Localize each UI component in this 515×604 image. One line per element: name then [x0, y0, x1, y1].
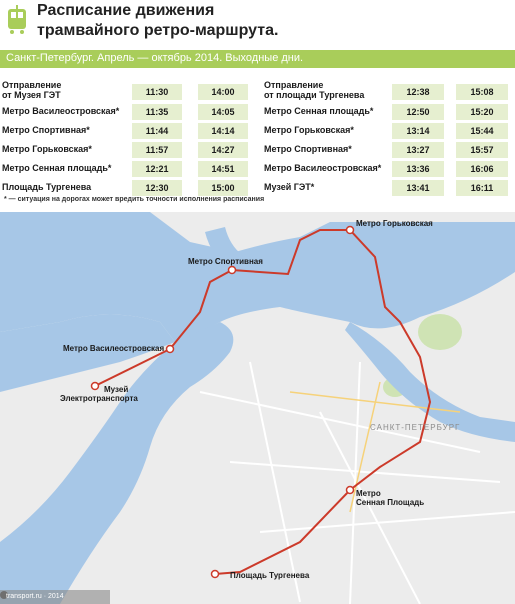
time-cell: 13:36	[392, 161, 444, 177]
label-museum-1: Музей	[104, 385, 129, 394]
table-row	[2, 161, 254, 178]
time-cell: 12:21	[132, 161, 182, 177]
time-cell: 12:38	[392, 84, 444, 100]
title-line-2: трамвайного ретро-маршрута.	[37, 22, 279, 39]
footer-credit: transport.ru · 2014	[6, 593, 64, 600]
time-cell: 11:44	[132, 123, 182, 139]
time-cell: 15:57	[456, 142, 508, 158]
table-row	[264, 104, 514, 121]
table-row	[2, 142, 254, 159]
time-cell: 14:51	[198, 161, 248, 177]
table-row	[2, 180, 254, 197]
table-row	[2, 104, 254, 121]
label-gorkovskaya: Метро Горьковская	[356, 219, 433, 228]
route-map	[0, 212, 515, 604]
stop-name: Метро Горьковская*	[264, 125, 354, 135]
stop-marker-turgeneva	[212, 571, 219, 578]
table-row	[264, 142, 514, 159]
stop-marker-sennaya	[347, 487, 354, 494]
label-sportivnaya: Метро Спортивная	[188, 257, 263, 266]
stop-name: Метро Спортивная*	[264, 144, 352, 154]
stop-marker-sportivnaya	[229, 267, 236, 274]
time-cell: 12:30	[132, 180, 182, 196]
time-cell: 11:35	[132, 104, 182, 120]
stop-name: Метро Сенная площадь*	[2, 163, 112, 173]
time-cell: 16:11	[456, 180, 508, 196]
time-cell: 15:20	[456, 104, 508, 120]
table-row	[2, 123, 254, 140]
page-title	[37, 1, 278, 41]
stop-name: Площадь Тургенева	[2, 182, 92, 192]
schedule-table-left	[2, 80, 254, 199]
time-cell: 11:30	[132, 84, 182, 100]
table-header	[264, 80, 514, 102]
label-turgeneva: Площадь Тургенева	[230, 571, 310, 580]
stop-name: Музей ГЭТ*	[264, 182, 315, 192]
departure-header: Отправление от площади Тургенева	[264, 80, 365, 100]
stop-marker-gorkovskaya	[347, 227, 354, 234]
stop-name: Метро Горьковская*	[2, 144, 92, 154]
stop-name: Метро Сенная площадь*	[264, 106, 374, 116]
stop-name: Метро Спортивная*	[2, 125, 90, 135]
time-cell: 15:00	[198, 180, 248, 196]
label-sennaya-1: Метро	[356, 489, 381, 498]
time-cell: 14:00	[198, 84, 248, 100]
time-cell: 13:14	[392, 123, 444, 139]
time-cell: 15:44	[456, 123, 508, 139]
departure-header: Отправление от Музея ГЭТ	[2, 80, 62, 100]
stop-name: Метро Василеостровская*	[2, 106, 120, 116]
time-cell: 13:41	[392, 180, 444, 196]
time-cell: 11:57	[132, 142, 182, 158]
stop-name: Метро Василеостровская*	[264, 163, 382, 173]
label-vasileostrovskaya: Метро Василеостровская	[63, 344, 165, 353]
label-museum-2: Электротранспорта	[60, 394, 138, 403]
time-cell: 14:05	[198, 104, 248, 120]
time-cell: 14:14	[198, 123, 248, 139]
stop-marker-vasileostrovskaya	[167, 346, 174, 353]
schedule-table-right	[264, 80, 514, 199]
time-cell: 13:27	[392, 142, 444, 158]
subtitle: Санкт-Петербург. Апрель — октябрь 2014. Выходные дни.	[6, 52, 304, 64]
table-header	[2, 80, 254, 102]
time-cell: 15:08	[456, 84, 508, 100]
title-line-1: Расписание движения	[37, 2, 215, 19]
tram-icon	[6, 5, 28, 35]
table-row	[264, 123, 514, 140]
label-city: САНКТ-ПЕТЕРБУРГ	[370, 423, 461, 432]
time-cell: 14:27	[198, 142, 248, 158]
time-cell: 16:06	[456, 161, 508, 177]
footnote: * — ситуация на дорогах может вредить точности исполнения расписания	[4, 196, 265, 203]
subtitle-bar	[0, 50, 515, 68]
header	[0, 0, 515, 44]
table-row	[264, 180, 514, 197]
label-sennaya-2: Сенная Площадь	[356, 498, 425, 507]
time-cell: 12:50	[392, 104, 444, 120]
table-row	[264, 161, 514, 178]
stop-marker-museum	[92, 383, 99, 390]
